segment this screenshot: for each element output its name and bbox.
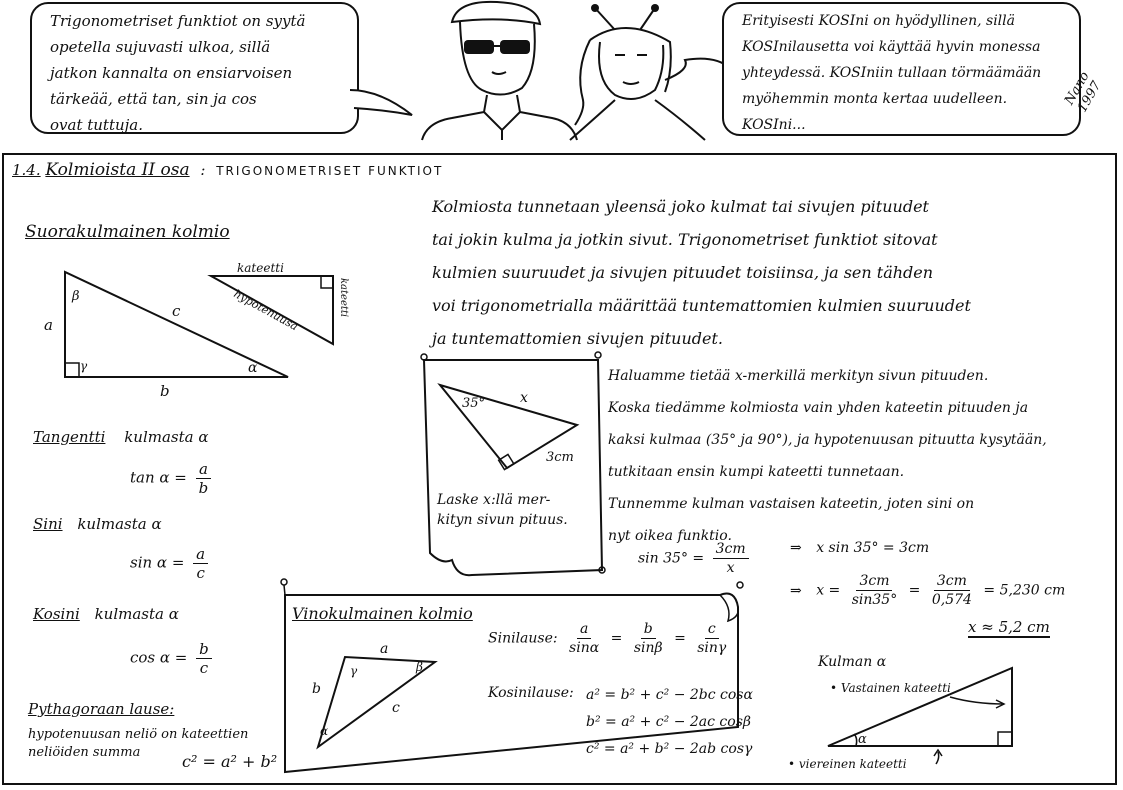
final-answer: x ≈ 5,2 cm xyxy=(968,618,1050,636)
sine-rule xyxy=(488,620,733,657)
eq2-denominator: sin35° xyxy=(851,592,898,608)
angle-diagram xyxy=(788,660,1020,775)
intro-line: Kolmiosta tunnetaan yleensä joko kulmat tai sivujen pituudet xyxy=(432,197,929,216)
cosine-rule-formulas xyxy=(586,682,753,763)
explanation-line: Haluamme tietää x-merkillä merkityn sivun pituuden. xyxy=(608,368,989,384)
sr3-denominator: sinγ xyxy=(697,640,727,656)
eq1-fraction xyxy=(713,540,749,577)
cos-formula xyxy=(130,640,216,677)
sine-rule-eq: = xyxy=(674,630,686,647)
sin-lhs: sin α = xyxy=(130,553,185,572)
eq1-numerator: 3cm xyxy=(713,540,749,559)
tan-fraction xyxy=(196,460,212,497)
cosine-definition xyxy=(33,605,179,623)
explanation-line: kaksi kulmaa (35° ja 90°), ja hypotenuusan pituutta kysytään, xyxy=(608,432,1047,448)
sine-rule-fraction-a xyxy=(566,620,602,657)
section-subtitle: TRIGONOMETRISET FUNKTIOT xyxy=(216,164,444,178)
implies-arrow: ⇒ xyxy=(790,582,802,599)
angle-beta-label: β xyxy=(72,289,80,304)
eq1-denominator: x xyxy=(726,560,735,576)
eq2-result: = 5,230 cm xyxy=(983,582,1066,599)
adjacent-leg-label: • viereinen kateetti xyxy=(788,757,907,771)
speech-left-line: tärkeää, että tan, sin ja cos xyxy=(50,90,257,108)
example-caption-line: Laske x:llä mer- xyxy=(437,492,551,508)
oblique-gamma-label: γ xyxy=(350,664,358,678)
speech-right-line: KOSIni... xyxy=(742,117,806,133)
example-caption xyxy=(437,490,568,530)
sin-denominator: c xyxy=(196,564,205,582)
eq2-fraction-2 xyxy=(929,572,975,609)
side-a-label: a xyxy=(44,316,53,334)
intro-line: kulmien suuruudet ja sivujen pituudet toisiinsa, ja sen tähden xyxy=(432,263,934,282)
speech-right-line: myöhemmin monta kertaa uudelleen. xyxy=(742,91,1008,107)
oblique-heading: Vinokulmainen kolmio xyxy=(292,604,473,623)
sr1-denominator: sinα xyxy=(569,640,600,656)
eq2-numerator-2: 3cm xyxy=(934,572,970,591)
angle-alpha-label: α xyxy=(248,360,258,376)
explanation-line: Tunnemme kulman vastaisen kateetin, joten sini on xyxy=(608,496,975,512)
cos-numerator: b xyxy=(196,640,212,659)
side-b-label: b xyxy=(160,382,170,400)
sine-rule-eq: = xyxy=(610,630,623,647)
pythagoras-heading: Pythagoraan lause: xyxy=(28,700,175,718)
cosine-label: Kosini xyxy=(33,605,80,623)
pythagoras-line: hypotenuusan neliö on kateettien xyxy=(28,727,249,742)
oblique-side-c-label: c xyxy=(392,700,400,716)
opposite-leg-label: • Vastainen kateetti xyxy=(830,681,951,695)
sine-label: Sini xyxy=(33,515,63,533)
angle-diagram-heading: Kulman α xyxy=(818,654,887,670)
speech-left-line: opetella sujuvasti ulkoa, sillä xyxy=(50,38,271,56)
speech-right-line: Erityisesti KOSIni on hyödyllinen, sillä xyxy=(742,13,1015,29)
intro-paragraph xyxy=(432,190,1062,355)
oblique-side-a-label: a xyxy=(380,641,389,657)
cosine-rule-c: c² = a² + b² − 2ab cosγ xyxy=(586,741,753,757)
eq2-denominator-2: 0,574 xyxy=(931,592,972,608)
explanation-line: Koska tiedämme kolmiosta vain yhden kateetin pituuden ja xyxy=(608,400,1029,416)
section-number: 1.4. xyxy=(12,161,41,179)
speech-bubble-right xyxy=(722,2,1081,136)
cos-lhs: cos α = xyxy=(130,648,188,667)
eq2-lhs: x = xyxy=(816,582,841,599)
pythagoras-formula: c² = a² + b² xyxy=(182,752,278,771)
example-caption-line: kityn sivun pituus. xyxy=(437,512,568,528)
tan-denominator: b xyxy=(198,479,209,497)
solution-eq1 xyxy=(638,540,753,577)
kateetti-top-label: kateetti xyxy=(237,261,284,275)
oblique-beta-label: β xyxy=(416,660,423,674)
tan-numerator: a xyxy=(196,460,211,479)
solution-eq2 xyxy=(790,572,1065,609)
sine-definition xyxy=(33,515,162,533)
tangent-rest: kulmasta α xyxy=(124,428,209,446)
speech-right-line: KOSInilausetta voi käyttää hyvin monessa xyxy=(742,39,1041,55)
angle-gamma-label: γ xyxy=(80,359,88,373)
eq2-equals: = xyxy=(908,582,921,599)
speech-left-line: jatkon kannalta on ensiarvoisen xyxy=(50,64,293,82)
example-explanation xyxy=(608,360,1108,552)
oblique-side-b-label: b xyxy=(312,681,321,697)
speech-right-line: yhteydessä. KOSIniin tullaan törmäämään xyxy=(742,65,1042,81)
sr2-denominator: sinβ xyxy=(633,640,663,656)
example-x-label: x xyxy=(520,390,528,406)
cosine-rest: kulmasta α xyxy=(94,605,179,623)
speech-tail-left xyxy=(340,60,420,120)
oblique-alpha-label: α xyxy=(320,724,329,738)
naming-triangle-diagram xyxy=(205,258,375,348)
sr2-numerator: b xyxy=(641,620,656,639)
sin-formula xyxy=(130,545,212,582)
speech-bubble-left xyxy=(30,2,359,134)
side-c-label: c xyxy=(172,302,181,320)
explanation-line: nyt oikea funktio. xyxy=(608,528,732,544)
intro-line: ja tuntemattomien sivujen pituudet. xyxy=(432,329,723,348)
cosine-rule-b: b² = a² + c² − 2ac cosβ xyxy=(586,714,751,730)
example-side-label: 3cm xyxy=(546,450,574,465)
eq1-rhs: x sin 35° = 3cm xyxy=(816,540,930,556)
sin-numerator: a xyxy=(193,545,208,564)
eq2-fraction xyxy=(849,572,901,609)
speech-left-line: Trigonometriset funktiot on syytä xyxy=(50,12,306,30)
tan-lhs: tan α = xyxy=(130,468,187,487)
cos-denominator: c xyxy=(199,659,209,677)
signature: Nano 1997 xyxy=(1062,69,1105,115)
sr3-numerator: c xyxy=(705,620,719,639)
eq1-lhs: sin 35° = xyxy=(638,550,705,567)
solution-eq1-rhs xyxy=(790,540,929,556)
tangent-definition xyxy=(33,428,209,446)
cosine-rule-a: a² = b² + c² − 2bc cosα xyxy=(586,687,753,703)
kateetti-side-label: kateetti xyxy=(338,278,349,318)
sin-fraction xyxy=(193,545,208,582)
implies-arrow: ⇒ xyxy=(790,540,802,556)
example-angle-label: 35° xyxy=(462,396,486,411)
character-woman-illustration xyxy=(555,0,745,140)
eq2-numerator: 3cm xyxy=(856,572,892,591)
cos-fraction xyxy=(196,640,212,677)
hypotenuusa-label: hypotenuusa xyxy=(231,287,301,334)
explanation-line: tutkitaan ensin kumpi kateetti tunnetaan. xyxy=(608,464,905,480)
sine-rule-label: Sinilause: xyxy=(488,630,558,647)
speech-left-line: ovat tuttuja. xyxy=(50,116,144,134)
section-separator: : xyxy=(200,161,206,179)
intro-line: tai jokin kulma ja jotkin sivut. Trigonometriset funktiot sitovat xyxy=(432,230,938,249)
sine-rule-fraction-c xyxy=(694,620,729,657)
cosine-rule-label: Kosinilause: xyxy=(488,685,574,701)
intro-line: voi trigonometrialla määrittää tuntemattomien kulmien suuruudet xyxy=(432,296,971,315)
sine-rule-fraction-b xyxy=(631,620,666,657)
right-triangle-heading: Suorakulmainen kolmio xyxy=(25,222,230,242)
angle-diagram-alpha: α xyxy=(858,732,867,747)
sine-rest: kulmasta α xyxy=(77,515,162,533)
example-card xyxy=(412,345,612,585)
tan-formula xyxy=(130,460,215,497)
tangent-label: Tangentti xyxy=(33,428,106,446)
section-header xyxy=(12,160,443,180)
pythagoras-line: neliöiden summa xyxy=(28,745,141,760)
sr1-numerator: a xyxy=(577,620,591,639)
section-title: Kolmioista II osa xyxy=(45,160,190,180)
